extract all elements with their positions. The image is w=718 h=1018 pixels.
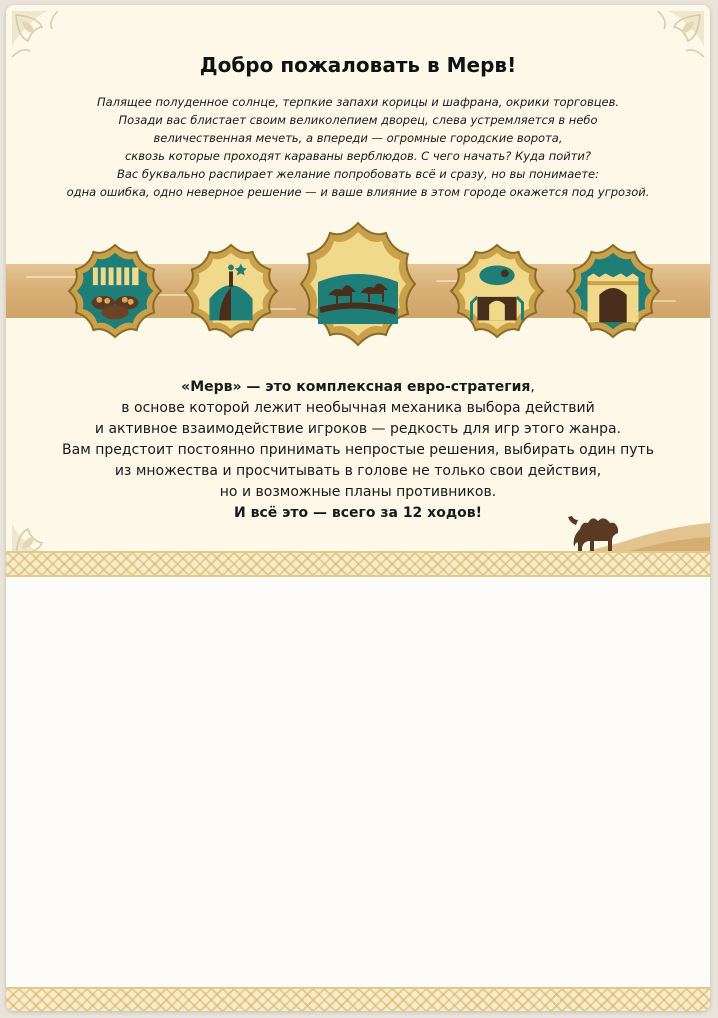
caravan-icon xyxy=(298,220,418,348)
intro-line: одна ошибка, одно неверное решение — и ваше влияние в этом городе окажется под угрозой. xyxy=(66,185,650,199)
intro-line: Палящее полуденное солнце, терпкие запахи корицы и шафрана, окрики торговцев. xyxy=(96,95,620,109)
intro-line: сквозь которые проходят караваны верблюдов. С чего начать? Куда пойти? xyxy=(124,149,591,163)
description-line: и активное взаимодействие игроков — редкость для игр этого жанра. xyxy=(94,421,622,437)
intro-text xyxy=(26,93,690,201)
intro-line: Вас буквально распирает желание попробовать всё и сразу, но вы понимаете: xyxy=(117,167,599,181)
palace-icon xyxy=(448,242,546,340)
description-lead-line xyxy=(16,377,700,398)
description-line: но и возможные планы противников. xyxy=(219,484,497,500)
description-line: из множества и просчитывать в голове не только свои действия, xyxy=(114,463,602,479)
ornamental-border xyxy=(6,551,710,577)
description-line: Вам предстоит постоянно принимать непростые решения, выбирать один путь xyxy=(62,442,654,458)
market-icon xyxy=(66,242,164,340)
page-title: Добро пожаловать в Мерв! xyxy=(199,53,517,77)
mosque-icon xyxy=(182,242,280,340)
intro-line: величественная мечеть, а впереди — огромные городские ворота, xyxy=(153,131,563,145)
description-lead-tail: , xyxy=(530,379,535,395)
description-lead: «Мерв» — это комплексная евро-стратегия xyxy=(181,379,531,395)
page xyxy=(6,5,710,1011)
description-closing: И всё это — всего за 12 ходов! xyxy=(234,505,482,521)
description-line: в основе которой лежит необычная механика выбора действий xyxy=(121,400,595,416)
city-gate-icon xyxy=(564,242,662,340)
ornamental-border xyxy=(6,987,710,1011)
intro-line: Позади вас блистает своим великолепием дворец, слева устремляется в небо xyxy=(118,113,598,127)
